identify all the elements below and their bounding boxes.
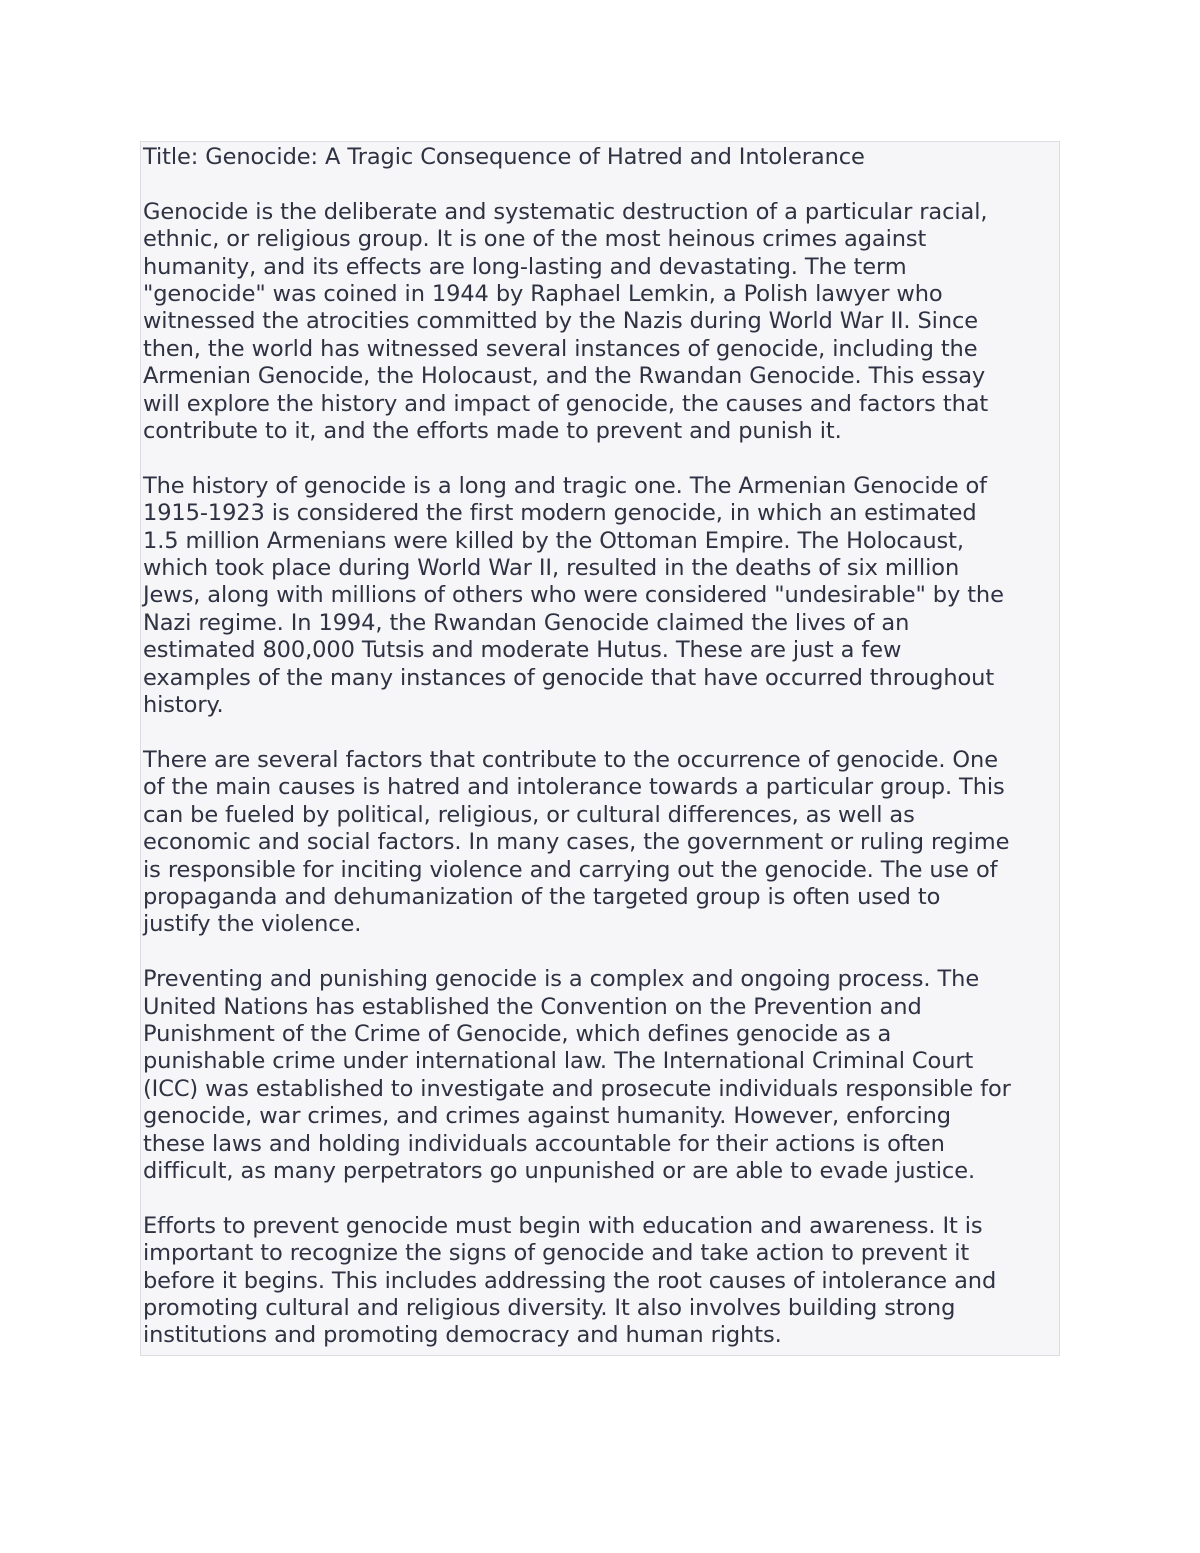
paragraph-line: of the main causes is hatred and intolerance towards a particular group. This xyxy=(143,774,1005,801)
paragraph-line: There are several factors that contribute to the occurrence of genocide. One xyxy=(143,746,998,773)
paragraph-line: which took place during World War II, resulted in the deaths of six million xyxy=(143,555,960,582)
paragraph-line: Armenian Genocide, the Holocaust, and the Rwandan Genocide. This essay xyxy=(143,363,986,390)
paragraph-line: The history of genocide is a long and tragic one. The Armenian Genocide of xyxy=(143,472,987,499)
paragraph-line: difficult, as many perpetrators go unpunished or are able to evade justice. xyxy=(143,1157,975,1184)
paragraph-line: contribute to it, and the efforts made to prevent and punish it. xyxy=(143,418,842,445)
paragraph-line: propaganda and dehumanization of the targeted group is often used to xyxy=(143,883,941,910)
paragraph-line: promoting cultural and religious diversity. It also involves building strong xyxy=(143,1294,956,1321)
paragraph-line: before it begins. This includes addressing the root causes of intolerance and xyxy=(143,1267,997,1294)
paragraph-line: institutions and promoting democracy and human rights. xyxy=(143,1322,782,1349)
paragraph-2 xyxy=(143,473,1059,720)
paragraph-1 xyxy=(143,199,1059,446)
document-title: Title: Genocide: A Tragic Consequence of Hatred and Intolerance xyxy=(143,144,865,170)
paragraph-line: is responsible for inciting violence and carrying out the genocide. The use of xyxy=(143,856,998,883)
paragraph-line: important to recognize the signs of genocide and take action to prevent it xyxy=(143,1240,970,1267)
paragraph-line: history. xyxy=(143,692,224,719)
paragraph-line: ethnic, or religious group. It is one of the most heinous crimes against xyxy=(143,226,927,253)
paragraph-line: "genocide" was coined in 1944 by Raphael Lemkin, a Polish lawyer who xyxy=(143,281,943,308)
paragraph-4 xyxy=(143,966,1059,1185)
paragraph-line: (ICC) was established to investigate and prosecute individuals responsible for xyxy=(143,1075,1011,1102)
paragraph-line: United Nations has established the Convention on the Prevention and xyxy=(143,993,922,1020)
paragraph-line: Preventing and punishing genocide is a complex and ongoing process. The xyxy=(143,966,980,993)
paragraph-line: humanity, and its effects are long-lasting and devastating. The term xyxy=(143,253,907,280)
paragraph-line: estimated 800,000 Tutsis and moderate Hutus. These are just a few xyxy=(143,637,902,664)
paragraph-line: justify the violence. xyxy=(143,911,362,938)
paragraph-line: examples of the many instances of genocide that have occurred throughout xyxy=(143,664,995,691)
paragraph-line: will explore the history and impact of genocide, the causes and factors that xyxy=(143,390,989,417)
paragraph-line: genocide, war crimes, and crimes against humanity. However, enforcing xyxy=(143,1103,951,1130)
paragraph-3 xyxy=(143,747,1059,939)
paragraph-line: can be fueled by political, religious, or cultural differences, as well as xyxy=(143,801,915,828)
document-text-box xyxy=(140,141,1060,1356)
paragraph-line: Efforts to prevent genocide must begin with education and awareness. It is xyxy=(143,1212,983,1239)
paragraph-line: Jews, along with millions of others who were considered "undesirable" by the xyxy=(143,582,1004,609)
paragraph-line: Punishment of the Crime of Genocide, which defines genocide as a xyxy=(143,1020,892,1047)
paragraph-line: punishable crime under international law. The International Criminal Court xyxy=(143,1048,974,1075)
paragraph-line: Nazi regime. In 1994, the Rwandan Genocide claimed the lives of an xyxy=(143,609,910,636)
paragraph-line: witnessed the atrocities committed by the Nazis during World War II. Since xyxy=(143,308,978,335)
paragraph-line: Genocide is the deliberate and systematic destruction of a particular racial, xyxy=(143,198,988,225)
paragraph-line: economic and social factors. In many cases, the government or ruling regime xyxy=(143,829,1010,856)
paragraph-line: 1915-1923 is considered the first modern genocide, in which an estimated xyxy=(143,500,977,527)
paragraph-line: these laws and holding individuals accountable for their actions is often xyxy=(143,1130,945,1157)
paragraph-5 xyxy=(143,1213,1059,1350)
paragraph-line: 1.5 million Armenians were killed by the Ottoman Empire. The Holocaust, xyxy=(143,527,964,554)
paragraph-line: then, the world has witnessed several instances of genocide, including the xyxy=(143,335,978,362)
